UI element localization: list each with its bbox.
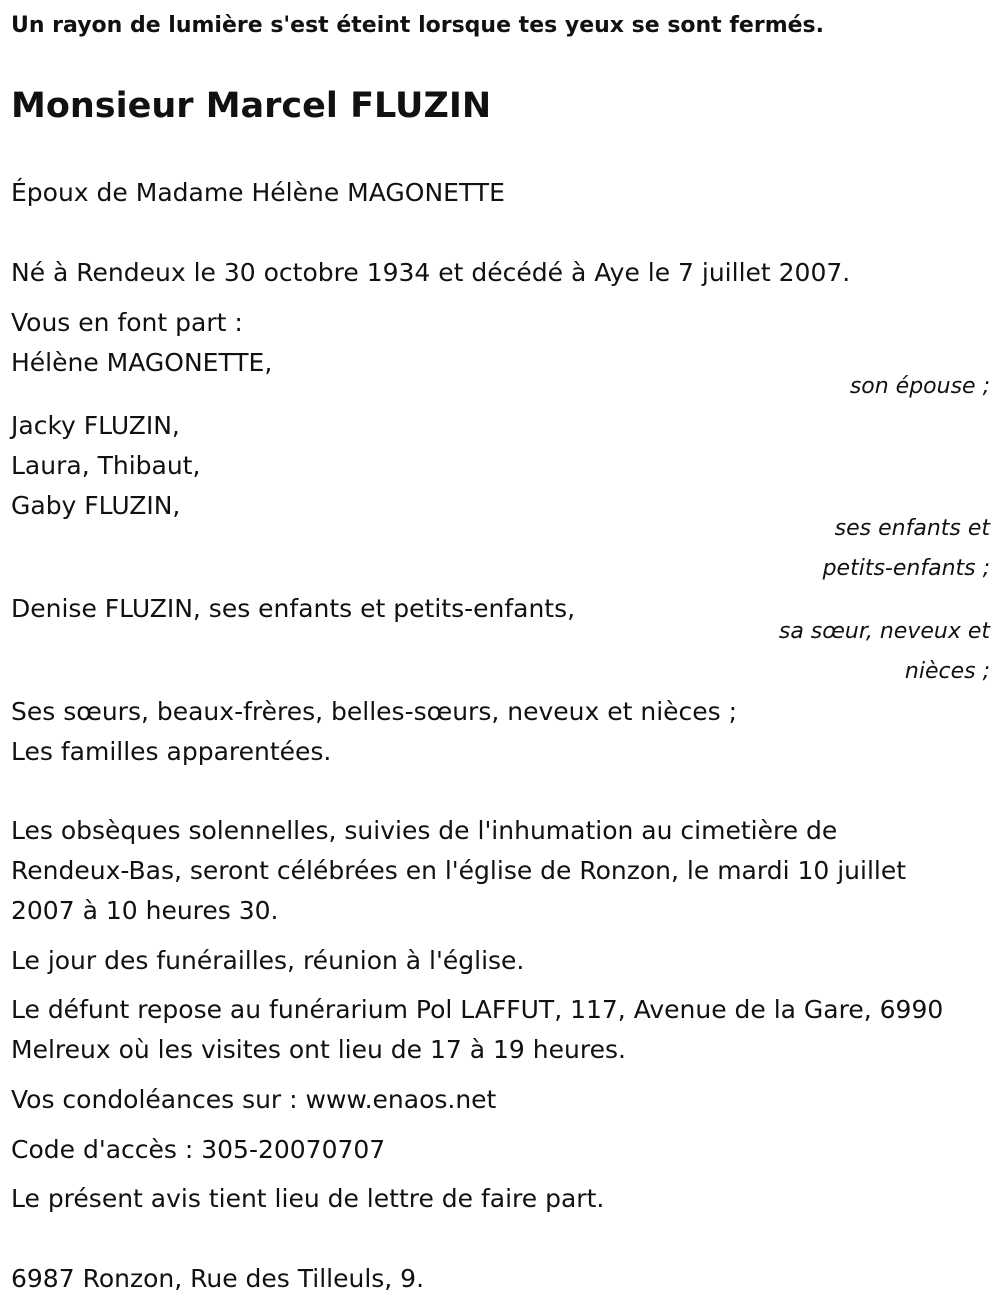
- address: 6987 Ronzon, Rue des Tilleuls, 9.: [11, 1264, 425, 1293]
- family-children-role-1: ses enfants et: [834, 516, 990, 541]
- family-sister: Denise FLUZIN, ses enfants et petits-enfants,: [11, 594, 576, 623]
- spouse-of: Époux de Madame Hélène MAGONETTE: [11, 178, 505, 207]
- deceased-name: Monsieur Marcel FLUZIN: [11, 86, 492, 126]
- family-wife-name: Hélène MAGONETTE,: [11, 348, 273, 377]
- funeral-rest-2: Melreux où les visites ont lieu de 17 à 19 heures.: [11, 1035, 626, 1064]
- access-code: Code d'accès : 305-20070707: [11, 1135, 386, 1164]
- tagline: Un rayon de lumière s'est éteint lorsque tes yeux se sont fermés.: [11, 13, 825, 38]
- family-grandchildren: Laura, Thibaut,: [11, 451, 201, 480]
- family-related: Les familles apparentées.: [11, 737, 332, 766]
- funeral-line-3: 2007 à 10 heures 30.: [11, 896, 279, 925]
- family-others: Ses sœurs, beaux-frères, belles-sœurs, neveux et nièces ;: [11, 697, 738, 726]
- condolences-line: Vos condoléances sur : www.enaos.net: [11, 1085, 497, 1114]
- notice-line: Le présent avis tient lieu de lettre de faire part.: [11, 1184, 605, 1213]
- family-wife-role: son épouse ;: [849, 374, 990, 399]
- funeral-line-2: Rendeux-Bas, seront célébrées en l'église de Ronzon, le mardi 10 juillet: [11, 856, 907, 885]
- family-sister-role-1: sa sœur, neveux et: [778, 619, 990, 644]
- family-children-role-2: petits-enfants ;: [822, 556, 990, 581]
- family-sister-role-2: nièces ;: [904, 659, 990, 684]
- funeral-rest-1: Le défunt repose au funérarium Pol LAFFUT, 117, Avenue de la Gare, 6990: [11, 995, 944, 1024]
- birth-death: Né à Rendeux le 30 octobre 1934 et décédé à Aye le 7 juillet 2007.: [11, 258, 851, 287]
- funeral-line-1: Les obsèques solennelles, suivies de l'inhumation au cimetière de: [11, 816, 838, 845]
- family-child-2: Gaby FLUZIN,: [11, 491, 181, 520]
- family-child-1: Jacky FLUZIN,: [11, 411, 180, 440]
- announce-intro: Vous en font part :: [11, 308, 243, 337]
- funeral-meeting: Le jour des funérailles, réunion à l'église.: [11, 946, 525, 975]
